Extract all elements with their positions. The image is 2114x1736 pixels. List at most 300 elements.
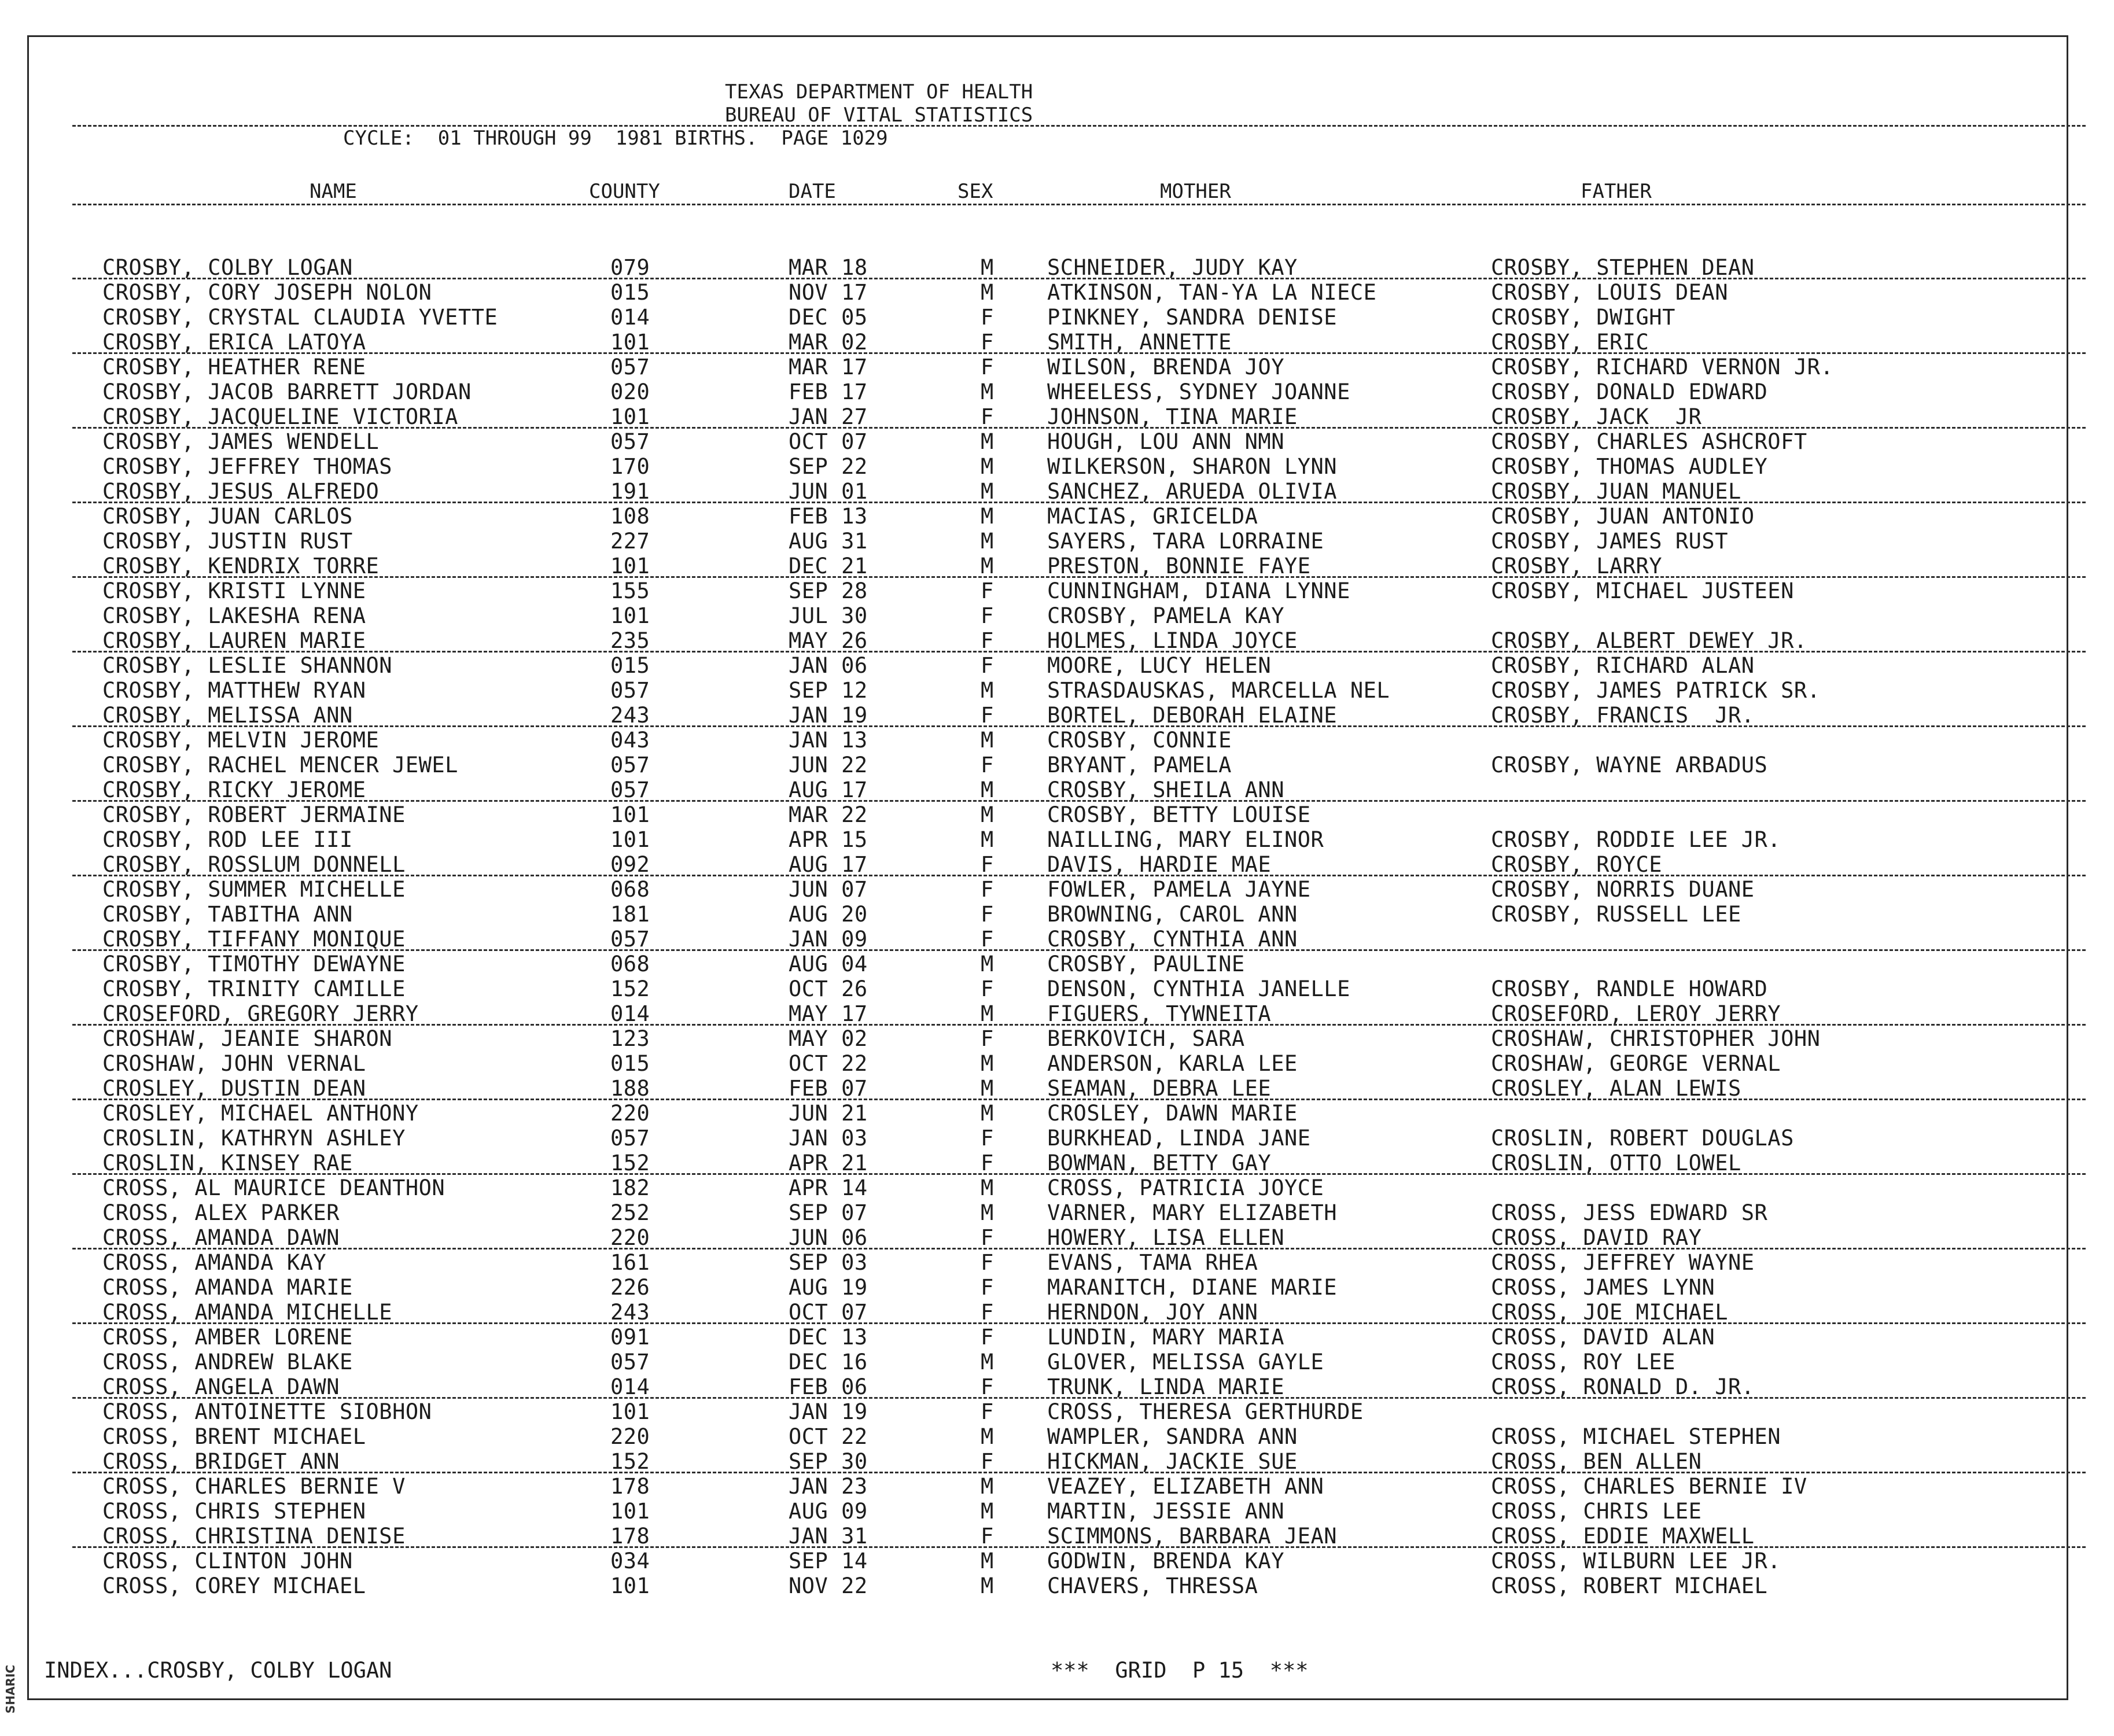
cell-sex: F xyxy=(981,1325,994,1350)
cell-county: 152 xyxy=(610,1151,650,1175)
cell-name: CROSBY, LESLIE SHANNON xyxy=(102,653,393,678)
table-row xyxy=(29,431,2070,456)
cell-name: CROSBY, KRISTI LYNNE xyxy=(102,578,366,603)
cell-date: DEC 13 xyxy=(789,1325,868,1350)
cell-county: 227 xyxy=(610,529,650,554)
cell-name: CROSS, AMBER LORENE xyxy=(102,1325,353,1350)
cell-date: MAR 18 xyxy=(789,255,868,280)
cell-sex: F xyxy=(981,1026,994,1051)
cell-mother: ATKINSON, TAN-YA LA NIECE xyxy=(1047,280,1377,305)
cell-county: 014 xyxy=(610,1001,650,1026)
cell-father: CROSBY, LOUIS DEAN xyxy=(1491,280,1728,305)
cell-sex: F xyxy=(981,1126,994,1151)
cell-name: CROSBY, HEATHER RENE xyxy=(102,355,366,379)
cell-father: CROSS, DAVID RAY xyxy=(1491,1225,1702,1250)
cell-mother: STRASDAUSKAS, MARCELLA NEL xyxy=(1047,678,1390,703)
table-row xyxy=(29,1575,2070,1600)
cell-county: 057 xyxy=(610,777,650,802)
header-title: TEXAS DEPARTMENT OF HEALTH xyxy=(725,80,1033,104)
rule-line xyxy=(72,1024,2086,1026)
cell-father: CROSS, ROY LEE xyxy=(1491,1350,1675,1374)
cell-name: CROSS, AL MAURICE DEANTHON xyxy=(102,1175,445,1200)
cell-father: CROSHAW, CHRISTOPHER JOHN xyxy=(1491,1026,1821,1051)
cell-mother: TRUNK, LINDA MARIE xyxy=(1047,1374,1284,1399)
cell-mother: WAMPLER, SANDRA ANN xyxy=(1047,1424,1298,1449)
cell-mother: CHAVERS, THRESSA xyxy=(1047,1573,1258,1598)
table-row xyxy=(29,829,2070,854)
cell-county: 057 xyxy=(610,678,650,703)
rule-line xyxy=(72,1546,2086,1548)
cell-sex: M xyxy=(981,827,994,852)
cell-sex: F xyxy=(981,1449,994,1474)
cell-father: CROSBY, ALBERT DEWEY JR. xyxy=(1491,628,1807,653)
cell-county: 079 xyxy=(610,255,650,280)
cell-county: 220 xyxy=(610,1225,650,1250)
rule-line xyxy=(72,352,2086,354)
cell-sex: M xyxy=(981,777,994,802)
cell-mother: PINKNEY, SANDRA DENISE xyxy=(1047,305,1338,330)
cell-mother: HERNDON, JOY ANN xyxy=(1047,1300,1258,1325)
cell-date: OCT 07 xyxy=(789,429,868,454)
cell-mother: MACIAS, GRICELDA xyxy=(1047,504,1258,529)
cell-sex: M xyxy=(981,1549,994,1573)
cell-name: CROSBY, JUSTIN RUST xyxy=(102,529,353,554)
cell-date: SEP 22 xyxy=(789,454,868,479)
rule-line xyxy=(72,800,2086,802)
cell-name: CROSS, COREY MICHAEL xyxy=(102,1573,366,1598)
cell-mother: HOUGH, LOU ANN NMN xyxy=(1047,429,1284,454)
table-row xyxy=(29,282,2070,307)
cell-sex: F xyxy=(981,404,994,429)
cell-date: JAN 03 xyxy=(789,1126,868,1151)
cell-sex: M xyxy=(981,454,994,479)
cell-date: SEP 03 xyxy=(789,1250,868,1275)
cell-name: CROSBY, CRYSTAL CLAUDIA YVETTE xyxy=(102,305,498,330)
cell-sex: M xyxy=(981,554,994,578)
table-row xyxy=(29,381,2070,406)
cell-father: CROSS, JESS EDWARD SR xyxy=(1491,1200,1768,1225)
cell-sex: M xyxy=(981,1175,994,1200)
rule-line xyxy=(72,725,2086,727)
cell-date: SEP 14 xyxy=(789,1549,868,1573)
cell-date: JUN 01 xyxy=(789,479,868,504)
cell-county: 101 xyxy=(610,554,650,578)
cell-name: CROSBY, ROD LEE III xyxy=(102,827,353,852)
cell-name: CROSS, ANGELA DAWN xyxy=(102,1374,340,1399)
table-row xyxy=(29,804,2070,829)
cell-name: CROSBY, JAMES WENDELL xyxy=(102,429,380,454)
cell-mother: SAYERS, TARA LORRAINE xyxy=(1047,529,1324,554)
cell-name: CROSEFORD, GREGORY JERRY xyxy=(102,1001,419,1026)
cell-mother: WILKERSON, SHARON LYNN xyxy=(1047,454,1338,479)
table-row xyxy=(29,1103,2070,1127)
cell-mother: NAILLING, MARY ELINOR xyxy=(1047,827,1324,852)
table-row xyxy=(29,1351,2070,1376)
cell-father: CROSEFORD, LEROY JERRY xyxy=(1491,1001,1781,1026)
table-row xyxy=(29,879,2070,904)
cell-sex: M xyxy=(981,728,994,753)
cell-date: NOV 17 xyxy=(789,280,868,305)
cell-mother: CROSBY, PAULINE xyxy=(1047,952,1245,976)
cell-date: JAN 31 xyxy=(789,1524,868,1549)
cell-sex: F xyxy=(981,355,994,379)
cell-name: CROSLEY, DUSTIN DEAN xyxy=(102,1076,366,1101)
cell-mother: WILSON, BRENDA JOY xyxy=(1047,355,1284,379)
cell-mother: GLOVER, MELISSA GAYLE xyxy=(1047,1350,1324,1374)
cell-mother: DENSON, CYNTHIA JANELLE xyxy=(1047,976,1350,1001)
cell-sex: F xyxy=(981,1275,994,1300)
cell-sex: M xyxy=(981,678,994,703)
cell-date: SEP 12 xyxy=(789,678,868,703)
cell-date: AUG 17 xyxy=(789,852,868,877)
cell-date: MAY 17 xyxy=(789,1001,868,1026)
cell-name: CROSBY, ERICA LATOYA xyxy=(102,330,366,355)
table-row xyxy=(29,580,2070,605)
cell-sex: F xyxy=(981,703,994,728)
cell-date: APR 15 xyxy=(789,827,868,852)
cell-sex: M xyxy=(981,504,994,529)
cell-county: 101 xyxy=(610,1573,650,1598)
rule-line xyxy=(72,427,2086,429)
cell-date: AUG 09 xyxy=(789,1499,868,1524)
cell-county: 101 xyxy=(610,1399,650,1424)
cell-father: CROSBY, RUSSELL LEE xyxy=(1491,902,1741,927)
cell-name: CROSBY, COLBY LOGAN xyxy=(102,255,353,280)
cell-name: CROSBY, ROSSLUM DONNELL xyxy=(102,852,406,877)
cell-county: 101 xyxy=(610,802,650,827)
cell-name: CROSS, CLINTON JOHN xyxy=(102,1549,353,1573)
cell-mother: HOLMES, LINDA JOYCE xyxy=(1047,628,1298,653)
cell-mother: FOWLER, PAMELA JAYNE xyxy=(1047,877,1311,902)
cell-county: 101 xyxy=(610,404,650,429)
cell-father: CROSS, BEN ALLEN xyxy=(1491,1449,1702,1474)
cell-sex: M xyxy=(981,1350,994,1374)
cell-county: 015 xyxy=(610,653,650,678)
rule-line xyxy=(72,576,2086,578)
table-row xyxy=(29,1127,2070,1152)
cell-name: CROSBY, LAUREN MARIE xyxy=(102,628,366,653)
cell-father: CROSBY, JAMES PATRICK SR. xyxy=(1491,678,1821,703)
table-row xyxy=(29,1326,2070,1351)
cell-name: CROSBY, MELVIN JEROME xyxy=(102,728,380,753)
cell-sex: M xyxy=(981,1499,994,1524)
cell-county: 152 xyxy=(610,976,650,1001)
cell-county: 057 xyxy=(610,1350,650,1374)
cell-mother: CROSBY, CYNTHIA ANN xyxy=(1047,927,1298,952)
cell-father: CROSS, CHRIS LEE xyxy=(1491,1499,1702,1524)
cell-date: JAN 06 xyxy=(789,653,868,678)
cell-county: 170 xyxy=(610,454,650,479)
cell-sex: F xyxy=(981,1300,994,1325)
cell-mother: HOWERY, LISA ELLEN xyxy=(1047,1225,1284,1250)
cell-date: JAN 19 xyxy=(789,1399,868,1424)
table-row xyxy=(29,729,2070,754)
cell-county: 101 xyxy=(610,827,650,852)
cell-county: 178 xyxy=(610,1474,650,1499)
cell-mother: SCHNEIDER, JUDY KAY xyxy=(1047,255,1298,280)
cell-mother: BROWNING, CAROL ANN xyxy=(1047,902,1298,927)
side-label xyxy=(2,1661,19,1719)
cell-mother: LUNDIN, MARY MARIA xyxy=(1047,1325,1284,1350)
cell-name: CROSBY, MATTHEW RYAN xyxy=(102,678,366,703)
cell-name: CROSBY, RICKY JEROME xyxy=(102,777,366,802)
table-row xyxy=(29,904,2070,928)
cell-father: CROSBY, MICHAEL JUSTEEN xyxy=(1491,578,1794,603)
cell-father: CROSBY, LARRY xyxy=(1491,554,1663,578)
cell-county: 015 xyxy=(610,280,650,305)
cell-date: OCT 07 xyxy=(789,1300,868,1325)
cell-father: CROSHAW, GEORGE VERNAL xyxy=(1491,1051,1781,1076)
table-row xyxy=(29,1277,2070,1302)
table-row xyxy=(29,456,2070,481)
cell-county: 178 xyxy=(610,1524,650,1549)
cell-father: CROSBY, DONALD EDWARD xyxy=(1491,379,1768,404)
cell-sex: M xyxy=(981,1474,994,1499)
cell-mother: SEAMAN, DEBRA LEE xyxy=(1047,1076,1272,1101)
cell-mother: BORTEL, DEBORAH ELAINE xyxy=(1047,703,1338,728)
cell-county: 152 xyxy=(610,1449,650,1474)
rule-line xyxy=(72,1397,2086,1399)
cell-mother: DAVIS, HARDIE MAE xyxy=(1047,852,1272,877)
cell-mother: MARTIN, JESSIE ANN xyxy=(1047,1499,1284,1524)
cell-sex: M xyxy=(981,1001,994,1026)
cell-date: FEB 06 xyxy=(789,1374,868,1399)
cell-date: JAN 27 xyxy=(789,404,868,429)
cell-sex: M xyxy=(981,255,994,280)
cell-county: 182 xyxy=(610,1175,650,1200)
cell-father: CROSS, ROBERT MICHAEL xyxy=(1491,1573,1768,1598)
cell-mother: FIGUERS, TYWNEITA xyxy=(1047,1001,1272,1026)
cell-date: DEC 16 xyxy=(789,1350,868,1374)
cell-name: CROSS, AMANDA KAY xyxy=(102,1250,327,1275)
cell-date: SEP 07 xyxy=(789,1200,868,1225)
cell-county: 020 xyxy=(610,379,650,404)
cell-name: CROSHAW, JOHN VERNAL xyxy=(102,1051,366,1076)
cell-sex: F xyxy=(981,1524,994,1549)
cell-date: AUG 19 xyxy=(789,1275,868,1300)
cell-name: CROSBY, MELISSA ANN xyxy=(102,703,353,728)
cell-county: 243 xyxy=(610,703,650,728)
cell-mother: MARANITCH, DIANE MARIE xyxy=(1047,1275,1338,1300)
cell-name: CROSS, AMANDA DAWN xyxy=(102,1225,340,1250)
column-header-mother: MOTHER xyxy=(1160,180,1231,203)
cell-sex: M xyxy=(981,802,994,827)
cell-mother: EVANS, TAMA RHEA xyxy=(1047,1250,1258,1275)
table-row xyxy=(29,1501,2070,1525)
cell-sex: M xyxy=(981,1101,994,1126)
cell-mother: CROSS, PATRICIA JOYCE xyxy=(1047,1175,1324,1200)
cell-sex: M xyxy=(981,280,994,305)
cell-name: CROSBY, TIFFANY MONIQUE xyxy=(102,927,406,952)
cell-sex: F xyxy=(981,603,994,628)
cell-name: CROSS, BRIDGET ANN xyxy=(102,1449,340,1474)
cell-mother: CROSBY, PAMELA KAY xyxy=(1047,603,1284,628)
cell-date: AUG 04 xyxy=(789,952,868,976)
cell-name: CROSBY, CORY JOSEPH NOLON xyxy=(102,280,432,305)
cell-sex: F xyxy=(981,976,994,1001)
cell-father: CROSS, JEFFREY WAYNE xyxy=(1491,1250,1755,1275)
cell-date: OCT 22 xyxy=(789,1051,868,1076)
cell-name: CROSS, CHRIS STEPHEN xyxy=(102,1499,366,1524)
cell-father: CROSBY, RANDLE HOWARD xyxy=(1491,976,1768,1001)
cell-name: CROSBY, RACHEL MENCER JEWEL xyxy=(102,753,458,777)
cell-date: JUN 22 xyxy=(789,753,868,777)
table-row xyxy=(29,1401,2070,1426)
cell-sex: F xyxy=(981,877,994,902)
cell-father: CROSBY, JACK JR xyxy=(1491,404,1702,429)
cell-name: CROSBY, JESUS ALFREDO xyxy=(102,479,380,504)
cell-father: CROSBY, JUAN ANTONIO xyxy=(1491,504,1755,529)
cell-sex: F xyxy=(981,852,994,877)
cell-mother: MOORE, LUCY HELEN xyxy=(1047,653,1272,678)
cell-county: 014 xyxy=(610,305,650,330)
table-row xyxy=(29,506,2070,530)
cell-county: 092 xyxy=(610,852,650,877)
cell-mother: SANCHEZ, ARUEDA OLIVIA xyxy=(1047,479,1338,504)
cell-name: CROSS, AMANDA MICHELLE xyxy=(102,1300,393,1325)
cell-county: 191 xyxy=(610,479,650,504)
table-row xyxy=(29,530,2070,555)
cell-date: AUG 20 xyxy=(789,902,868,927)
cell-mother: VEAZEY, ELIZABETH ANN xyxy=(1047,1474,1324,1499)
cell-county: 014 xyxy=(610,1374,650,1399)
cell-mother: CUNNINGHAM, DIANA LYNNE xyxy=(1047,578,1350,603)
cell-sex: M xyxy=(981,529,994,554)
cell-father: CROSBY, RICHARD VERNON JR. xyxy=(1491,355,1834,379)
cell-mother: BRYANT, PAMELA xyxy=(1047,753,1232,777)
cell-date: JUN 07 xyxy=(789,877,868,902)
rule-line xyxy=(72,1472,2086,1473)
side-label-text: SHARIC xyxy=(3,1664,17,1714)
cell-sex: M xyxy=(981,1051,994,1076)
table-row xyxy=(29,655,2070,680)
cell-sex: M xyxy=(981,429,994,454)
cell-date: SEP 28 xyxy=(789,578,868,603)
table-row xyxy=(29,1426,2070,1451)
cell-sex: M xyxy=(981,952,994,976)
cell-mother: CROSBY, BETTY LOUISE xyxy=(1047,802,1311,827)
rule-line xyxy=(72,1173,2086,1175)
cell-father: CROSBY, RODDIE LEE JR. xyxy=(1491,827,1781,852)
cell-mother: WHEELESS, SYDNEY JOANNE xyxy=(1047,379,1350,404)
cell-county: 057 xyxy=(610,429,650,454)
cell-mother: CROSS, THERESA GERTHURDE xyxy=(1047,1399,1364,1424)
cell-name: CROSBY, LAKESHA RENA xyxy=(102,603,366,628)
cell-county: 057 xyxy=(610,753,650,777)
rule-line xyxy=(72,875,2086,876)
cell-father: CROSBY, STEPHEN DEAN xyxy=(1491,255,1755,280)
cell-father: CROSBY, JUAN MANUEL xyxy=(1491,479,1741,504)
cell-county: 015 xyxy=(610,1051,650,1076)
column-header-father: FATHER xyxy=(1581,180,1652,203)
cell-father: CROSBY, THOMAS AUDLEY xyxy=(1491,454,1768,479)
cell-name: CROSS, ANDREW BLAKE xyxy=(102,1350,353,1374)
cell-father: CROSS, JOE MICHAEL xyxy=(1491,1300,1728,1325)
cell-date: MAY 02 xyxy=(789,1026,868,1051)
cell-name: CROSBY, SUMMER MICHELLE xyxy=(102,877,406,902)
cell-name: CROSBY, TABITHA ANN xyxy=(102,902,353,927)
table-row xyxy=(29,1028,2070,1053)
cell-name: CROSBY, KENDRIX TORRE xyxy=(102,554,380,578)
cell-date: JAN 09 xyxy=(789,927,868,952)
column-header-sex: SEX xyxy=(957,180,993,203)
column-header-name: NAME xyxy=(310,180,357,203)
cell-sex: F xyxy=(981,1151,994,1175)
column-header-date: DATE xyxy=(789,180,836,203)
cell-father: CROSS, WILBURN LEE JR. xyxy=(1491,1549,1781,1573)
cell-father: CROSBY, WAYNE ARBADUS xyxy=(1491,753,1768,777)
cell-county: 226 xyxy=(610,1275,650,1300)
cell-father: CROSBY, DWIGHT xyxy=(1491,305,1675,330)
cell-father: CROSLEY, ALAN LEWIS xyxy=(1491,1076,1741,1101)
cell-date: AUG 17 xyxy=(789,777,868,802)
cell-sex: M xyxy=(981,1200,994,1225)
cell-sex: F xyxy=(981,305,994,330)
cell-name: CROSBY, JACOB BARRETT JORDAN xyxy=(102,379,472,404)
cell-name: CROSBY, JEFFREY THOMAS xyxy=(102,454,393,479)
cell-date: MAR 17 xyxy=(789,355,868,379)
cell-sex: F xyxy=(981,902,994,927)
cell-name: CROSS, ALEX PARKER xyxy=(102,1200,340,1225)
cycle-line: CYCLE: 01 THROUGH 99 1981 BIRTHS. PAGE 1029 xyxy=(343,127,888,150)
cell-name: CROSBY, TIMOTHY DEWAYNE xyxy=(102,952,406,976)
cell-mother: SCIMMONS, BARBARA JEAN xyxy=(1047,1524,1338,1549)
cell-father: CROSLIN, ROBERT DOUGLAS xyxy=(1491,1126,1794,1151)
cell-father: CROSBY, JAMES RUST xyxy=(1491,529,1728,554)
rule-line xyxy=(72,651,2086,653)
table-row xyxy=(29,1476,2070,1501)
cell-name: CROSS, CHRISTINA DENISE xyxy=(102,1524,406,1549)
cell-county: 181 xyxy=(610,902,650,927)
cell-mother: CROSBY, CONNIE xyxy=(1047,728,1232,753)
cell-date: JAN 13 xyxy=(789,728,868,753)
rule-line xyxy=(72,278,2086,279)
cell-father: CROSS, RONALD D. JR. xyxy=(1491,1374,1755,1399)
rule-line xyxy=(72,1099,2086,1100)
table-row xyxy=(29,754,2070,779)
cell-mother: ANDERSON, KARLA LEE xyxy=(1047,1051,1298,1076)
cell-mother: BERKOVICH, SARA xyxy=(1047,1026,1245,1051)
cell-county: 043 xyxy=(610,728,650,753)
cell-county: 252 xyxy=(610,1200,650,1225)
cell-county: 068 xyxy=(610,952,650,976)
table-row xyxy=(29,680,2070,705)
cell-sex: F xyxy=(981,1250,994,1275)
cell-father: CROSS, CHARLES BERNIE IV xyxy=(1491,1474,1807,1499)
cell-county: 101 xyxy=(610,1499,650,1524)
document-sheet xyxy=(27,35,2068,1700)
cell-name: CROSS, BRENT MICHAEL xyxy=(102,1424,366,1449)
cell-father: CROSS, JAMES LYNN xyxy=(1491,1275,1715,1300)
cell-date: DEC 21 xyxy=(789,554,868,578)
table-row xyxy=(29,1252,2070,1277)
cell-date: SEP 30 xyxy=(789,1449,868,1474)
cell-name: CROSS, ANTOINETTE SIOBHON xyxy=(102,1399,432,1424)
cell-mother: JOHNSON, TINA MARIE xyxy=(1047,404,1298,429)
cell-date: JUN 21 xyxy=(789,1101,868,1126)
table-row xyxy=(29,356,2070,381)
cell-date: MAR 22 xyxy=(789,802,868,827)
table-row xyxy=(29,1177,2070,1202)
cell-county: 123 xyxy=(610,1026,650,1051)
cell-name: CROSS, CHARLES BERNIE V xyxy=(102,1474,406,1499)
cell-mother: GODWIN, BRENDA KAY xyxy=(1047,1549,1284,1573)
cell-date: AUG 31 xyxy=(789,529,868,554)
cell-sex: F xyxy=(981,578,994,603)
cell-date: NOV 22 xyxy=(789,1573,868,1598)
cell-sex: F xyxy=(981,628,994,653)
cell-date: DEC 05 xyxy=(789,305,868,330)
